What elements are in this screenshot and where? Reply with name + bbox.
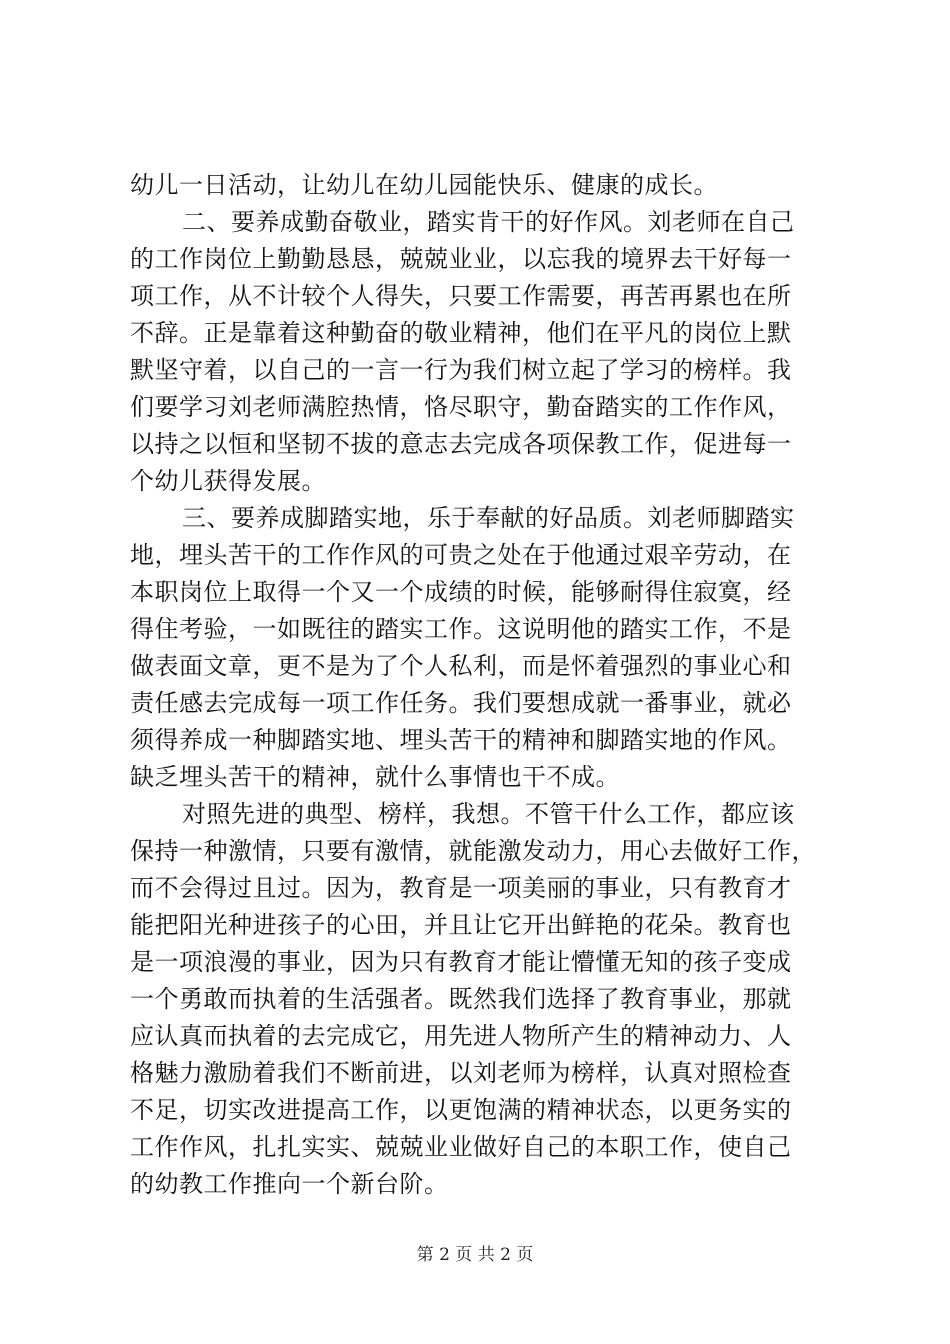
text-line: 地，埋头苦干的工作作风的可贵之处在于他通过艰辛劳动，在	[130, 541, 792, 569]
text-line: 不辞。正是靠着这种勤奋的敬业精神，他们在平凡的岗位上默	[130, 319, 792, 347]
page-number-footer: 第 2 页 共 2 页	[416, 1245, 534, 1265]
paragraph-start-line: 三、要养成脚踏实地，乐于奉献的好品质。刘老师脚踏实	[182, 504, 795, 532]
text-line: 的工作岗位上勤勤恳恳，兢兢业业，以忘我的境界去干好每一	[130, 245, 792, 273]
text-line: 得住考验，一如既往的踏实工作。这说明他的踏实工作，不是	[130, 615, 792, 643]
text-line: 以持之以恒和坚韧不拔的意志去完成各项保教工作，促进每一	[130, 430, 792, 458]
text-line: 不足，切实改进提高工作，以更饱满的精神状态，以更务实的	[130, 1096, 792, 1124]
text-line: 格魅力激励着我们不断前进，以刘老师为榜样，认真对照检查	[130, 1059, 792, 1087]
text-line: 能把阳光种进孩子的心田，并且让它开出鲜艳的花朵。教育也	[130, 911, 792, 939]
text-line: 是一项浪漫的事业，因为只有教育才能让懵懂无知的孩子变成	[130, 948, 792, 976]
text-line: 工作作风，扎扎实实、兢兢业业做好自己的本职工作，使自己	[130, 1133, 792, 1161]
text-line: 本职岗位上取得一个又一个成绩的时候，能够耐得住寂寞，经	[130, 578, 792, 606]
text-line: 们要学习刘老师满腔热情，恪尽职守，勤奋踏实的工作作风，	[130, 393, 792, 421]
text-line: 责任感去完成每一项工作任务。我们要想成就一番事业，就必	[130, 689, 792, 717]
paragraph-start-line: 对照先进的典型、榜样，我想。不管干什么工作，都应该	[182, 800, 795, 828]
text-line: 项工作，从不计较个人得失，只要工作需要，再苦再累也在所	[130, 282, 792, 310]
document-body	[130, 167, 820, 1203]
text-line: 须得养成一种脚踏实地、埋头苦干的精神和脚踏实地的作风。	[130, 726, 792, 754]
text-line: 应认真而执着的去完成它，用先进人物所产生的精神动力、人	[130, 1022, 792, 1050]
paragraph-start-line: 二、要养成勤奋敬业，踏实肯干的好作风。刘老师在自己	[182, 208, 795, 236]
text-line: 而不会得过且过。因为，教育是一项美丽的事业，只有教育才	[130, 874, 792, 902]
text-line: 一个勇敢而执着的生活强者。既然我们选择了教育事业，那就	[130, 985, 792, 1013]
text-line: 缺乏埋头苦干的精神，就什么事情也干不成。	[130, 763, 620, 791]
text-line: 个幼儿获得发展。	[130, 467, 326, 495]
text-line: 默坚守着，以自己的一言一行为我们树立起了学习的榜样。我	[130, 356, 792, 384]
text-line: 做表面文章，更不是为了个人私利，而是怀着强烈的事业心和	[130, 652, 792, 680]
text-line: 保持一种激情，只要有激情，就能激发动力，用心去做好工作，	[130, 837, 816, 865]
text-line: 的幼教工作推向一个新台阶。	[130, 1170, 449, 1198]
text-line: 幼儿一日活动，让幼儿在幼儿园能快乐、健康的成长。	[130, 171, 718, 199]
